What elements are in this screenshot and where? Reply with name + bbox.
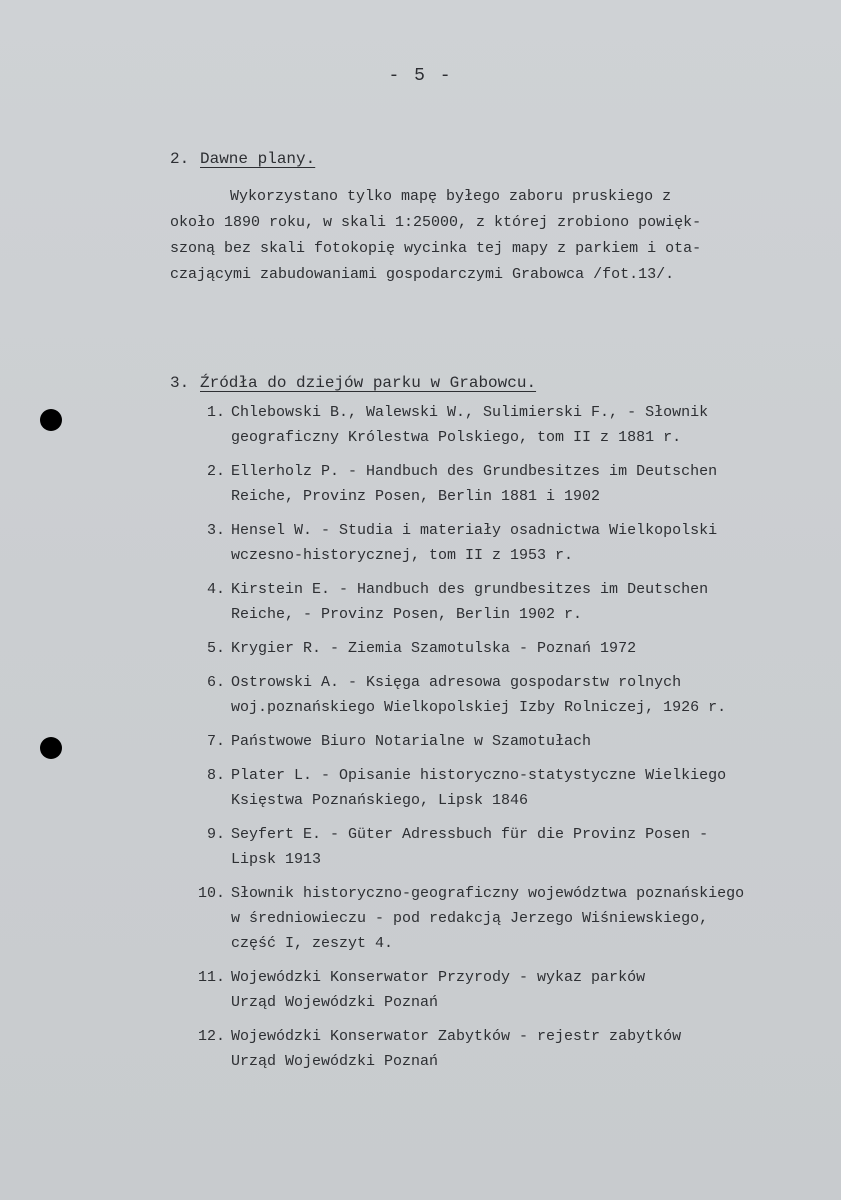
item-line: Ellerholz P. - Handbuch des Grundbesitzes im Deutschen <box>231 463 718 480</box>
list-item <box>185 881 830 956</box>
item-number: 11. <box>197 969 225 986</box>
item-line: geograficzny Królestwa Polskiego, tom II z 1881 r. <box>231 429 682 446</box>
item-text <box>231 400 830 450</box>
item-text <box>231 577 830 627</box>
section-heading <box>170 370 810 396</box>
page-number: - 5 - <box>388 66 453 86</box>
item-number: 3. <box>206 522 225 539</box>
paragraph-line: czającymi zabudowaniami gospodarczymi Grabowca /fot.13/. <box>170 266 675 283</box>
item-line: Plater L. - Opisanie historyczno-statystyczne Wielkiego <box>231 767 727 784</box>
list-item <box>185 518 830 568</box>
punch-hole-lower <box>40 737 62 759</box>
item-line: Krygier R. - Ziemia Szamotulska - Poznań 1972 <box>231 640 637 657</box>
section-title: Dawne plany. <box>200 150 316 168</box>
item-line: Kirstein E. - Handbuch des grundbesitzes im Deutschen <box>231 581 709 598</box>
item-text <box>231 636 830 661</box>
item-line: Reiche, - Provinz Posen, Berlin 1902 r. <box>231 606 583 623</box>
item-number: 9. <box>206 826 225 843</box>
item-line: Urząd Wojewódzki Poznań <box>231 1053 439 1070</box>
list-item <box>185 636 830 661</box>
list-item <box>185 670 830 720</box>
paragraph-line: około 1890 roku, w skali 1:25000, z której zrobiono powięk- <box>170 214 702 231</box>
item-number: 4. <box>206 581 225 598</box>
item-line: wczesno-historycznej, tom II z 1953 r. <box>231 547 574 564</box>
item-text <box>231 670 830 720</box>
section-title: Źródła do dziejów parku w Grabowcu. <box>200 374 537 392</box>
item-line: Księstwa Poznańskiego, Lipsk 1846 <box>231 792 529 809</box>
item-text <box>231 763 830 813</box>
list-item <box>185 729 830 754</box>
item-line: Seyfert E. - Güter Adressbuch für die Provinz Posen - <box>231 826 709 843</box>
item-number: 2. <box>206 463 225 480</box>
item-number: 5. <box>206 640 225 657</box>
item-line: Hensel W. - Studia i materiały osadnictwa Wielkopolski <box>231 522 718 539</box>
list-item <box>185 1024 830 1074</box>
list-item <box>185 577 830 627</box>
item-line: Reiche, Provinz Posen, Berlin 1881 i 1902 <box>231 488 601 505</box>
section-zrodla <box>170 370 810 396</box>
list-item <box>185 822 830 872</box>
item-line: w średniowieczu - pod redakcją Jerzego Wiśniewskiego, <box>231 910 709 927</box>
list-item <box>185 459 830 509</box>
item-text <box>231 518 830 568</box>
item-line: Państwowe Biuro Notarialne w Szamotułach <box>231 733 592 750</box>
sources-list <box>185 400 830 1083</box>
item-number: 12. <box>197 1028 225 1045</box>
list-item <box>185 763 830 813</box>
item-line: Słownik historyczno-geograficzny województwa poznańskiego <box>231 885 745 902</box>
item-text <box>231 822 830 872</box>
item-number: 10. <box>197 885 225 902</box>
section-paragraph <box>170 184 810 288</box>
item-line: Chlebowski B., Walewski W., Sulimierski F., - Słownik <box>231 404 709 421</box>
section-number: 2. <box>170 150 190 168</box>
item-text <box>231 459 830 509</box>
item-number: 8. <box>206 767 225 784</box>
paragraph-line: Wykorzystano tylko mapę byłego zaboru pruskiego z <box>230 188 672 205</box>
item-line: woj.poznańskiego Wielkopolskiej Izby Rolniczej, 1926 r. <box>231 699 727 716</box>
item-text <box>231 729 830 754</box>
item-text <box>231 965 830 1015</box>
item-line: Urząd Wojewódzki Poznań <box>231 994 439 1011</box>
item-line: Ostrowski A. - Księga adresowa gospodarstw rolnych <box>231 674 682 691</box>
section-dawne-plany <box>170 146 810 288</box>
list-item <box>185 400 830 450</box>
item-text <box>231 1024 830 1074</box>
item-number: 1. <box>206 404 225 421</box>
item-text <box>231 881 830 956</box>
item-line: Wojewódzki Konserwator Przyrody - wykaz parków <box>231 969 646 986</box>
list-item <box>185 965 830 1015</box>
paragraph-line: szoną bez skali fotokopię wycinka tej mapy z parkiem i ota- <box>170 240 702 257</box>
punch-hole-upper <box>40 409 62 431</box>
item-line: część I, zeszyt 4. <box>231 935 394 952</box>
item-number: 7. <box>206 733 225 750</box>
item-line: Wojewódzki Konserwator Zabytków - rejestr zabytków <box>231 1028 682 1045</box>
item-line: Lipsk 1913 <box>231 851 322 868</box>
item-number: 6. <box>206 674 225 691</box>
section-heading <box>170 146 810 172</box>
section-number: 3. <box>170 374 190 392</box>
